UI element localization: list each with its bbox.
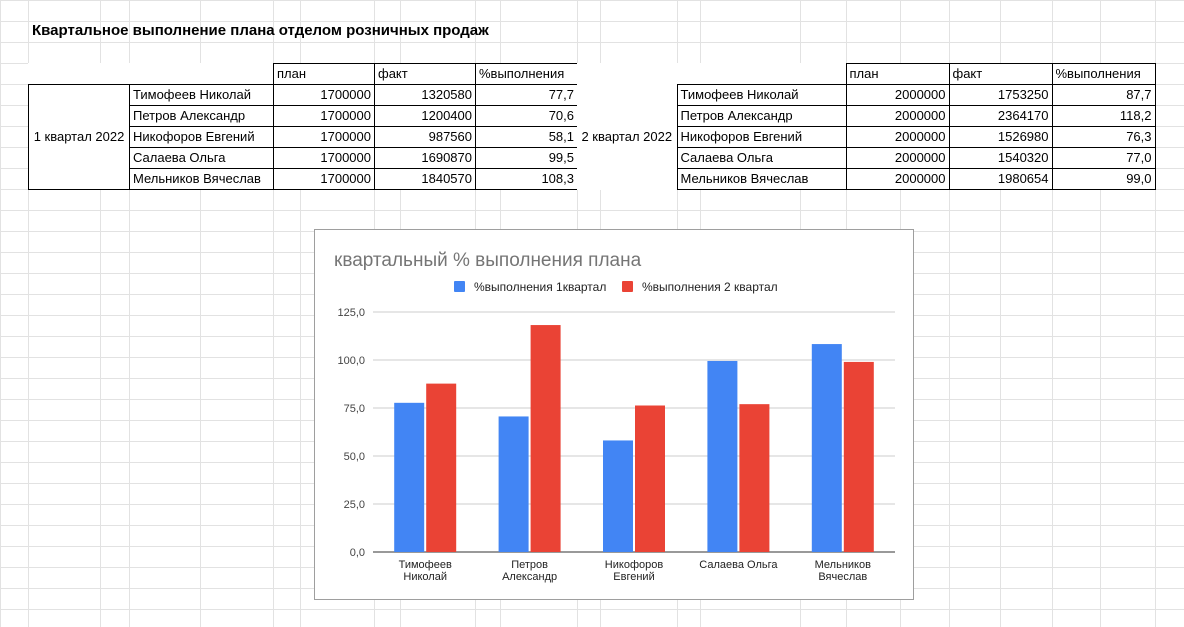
- legend-swatch: [622, 281, 633, 292]
- quarter-cell[interactable]: 2 квартал 2022: [581, 129, 673, 144]
- plan-cell[interactable]: 1700000: [274, 148, 375, 169]
- name-cell[interactable]: Салаева Ольга: [130, 148, 274, 169]
- bar: [394, 403, 424, 552]
- pct-cell[interactable]: 99,0: [1052, 169, 1155, 190]
- plan-cell[interactable]: 2000000: [846, 106, 949, 127]
- chart-container[interactable]: [314, 229, 914, 600]
- fact-cell[interactable]: 987560: [375, 127, 476, 148]
- fact-cell[interactable]: 1753250: [949, 85, 1052, 106]
- name-cell[interactable]: Мельников Вячеслав: [130, 169, 274, 190]
- table-row: [29, 85, 578, 106]
- bar: [739, 404, 769, 552]
- legend-swatch: [454, 281, 465, 292]
- bar: [499, 416, 529, 552]
- x-tick-label: Петров: [511, 559, 548, 571]
- pct-cell[interactable]: 118,2: [1052, 106, 1155, 127]
- x-tick-label: Мельников: [814, 559, 871, 571]
- pct-cell[interactable]: 76,3: [1052, 127, 1155, 148]
- name-cell[interactable]: Тимофеев Николай: [130, 85, 274, 106]
- sheet-title: Квартальное выполнение плана отделом розничных продаж: [32, 22, 489, 39]
- x-tick-label: Евгений: [613, 571, 655, 583]
- x-tick-label: Вячеслав: [818, 571, 868, 583]
- x-tick-label: Тимофеев: [398, 559, 452, 571]
- name-cell[interactable]: Салаева Ольга: [677, 148, 846, 169]
- fact-cell[interactable]: 1200400: [375, 106, 476, 127]
- table-q1: [28, 63, 578, 190]
- y-tick-label: 50,0: [343, 451, 365, 463]
- header-fact[interactable]: факт: [949, 64, 1052, 85]
- bar: [635, 406, 665, 552]
- table-row: [577, 85, 1155, 106]
- pct-cell[interactable]: 77,0: [1052, 148, 1155, 169]
- legend-label: %выполнения 1квартал: [474, 280, 607, 294]
- fact-cell[interactable]: 1540320: [949, 148, 1052, 169]
- x-tick-label: Александр: [502, 571, 558, 583]
- fact-cell[interactable]: 2364170: [949, 106, 1052, 127]
- bar: [426, 384, 456, 552]
- y-tick-label: 125,0: [337, 307, 365, 319]
- fact-cell[interactable]: 1690870: [375, 148, 476, 169]
- bar: [844, 362, 874, 552]
- name-cell[interactable]: Петров Александр: [677, 106, 846, 127]
- chart-title: квартальный % выполнения плана: [334, 250, 642, 271]
- pct-cell[interactable]: 99,5: [476, 148, 578, 169]
- header-pct[interactable]: %выполнения: [1052, 64, 1155, 85]
- quarter-cell[interactable]: 1 квартал 2022: [29, 85, 130, 190]
- y-tick-label: 75,0: [343, 403, 365, 415]
- name-cell[interactable]: Мельников Вячеслав: [677, 169, 846, 190]
- bar: [707, 361, 737, 552]
- plan-cell[interactable]: 2000000: [846, 148, 949, 169]
- plan-cell[interactable]: 2000000: [846, 127, 949, 148]
- name-cell[interactable]: Петров Александр: [130, 106, 274, 127]
- name-cell[interactable]: Тимофеев Николай: [677, 85, 846, 106]
- fact-cell[interactable]: 1980654: [949, 169, 1052, 190]
- y-tick-label: 100,0: [337, 355, 365, 367]
- header-pct[interactable]: %выполнения: [476, 64, 578, 85]
- fact-cell[interactable]: 1840570: [375, 169, 476, 190]
- plan-cell[interactable]: 1700000: [274, 169, 375, 190]
- name-cell[interactable]: Никофоров Евгений: [677, 127, 846, 148]
- pct-cell[interactable]: 108,3: [476, 169, 578, 190]
- plan-cell[interactable]: 2000000: [846, 169, 949, 190]
- table-q2: [577, 63, 1156, 190]
- x-tick-label: Салаева Ольга: [699, 559, 778, 571]
- y-tick-label: 25,0: [343, 499, 365, 511]
- header-plan[interactable]: план: [846, 64, 949, 85]
- bar: [603, 440, 633, 552]
- pct-cell[interactable]: 58,1: [476, 127, 578, 148]
- pct-cell[interactable]: 70,6: [476, 106, 578, 127]
- x-tick-label: Никофоров: [604, 559, 664, 571]
- plan-cell[interactable]: 1700000: [274, 127, 375, 148]
- name-cell[interactable]: Никофоров Евгений: [130, 127, 274, 148]
- y-tick-label: 0,0: [349, 547, 365, 559]
- bar-chart: [315, 230, 913, 599]
- plan-cell[interactable]: 1700000: [274, 85, 375, 106]
- legend-label: %выполнения 2 квартал: [642, 280, 778, 294]
- header-fact[interactable]: факт: [375, 64, 476, 85]
- x-tick-label: Николай: [403, 571, 447, 583]
- fact-cell[interactable]: 1526980: [949, 127, 1052, 148]
- plan-cell[interactable]: 2000000: [846, 85, 949, 106]
- plan-cell[interactable]: 1700000: [274, 106, 375, 127]
- bar: [531, 325, 561, 552]
- table-header-row: [577, 64, 1155, 85]
- pct-cell[interactable]: 77,7: [476, 85, 578, 106]
- fact-cell[interactable]: 1320580: [375, 85, 476, 106]
- pct-cell[interactable]: 87,7: [1052, 85, 1155, 106]
- bar: [812, 344, 842, 552]
- table-header-row: [29, 64, 578, 85]
- header-plan[interactable]: план: [274, 64, 375, 85]
